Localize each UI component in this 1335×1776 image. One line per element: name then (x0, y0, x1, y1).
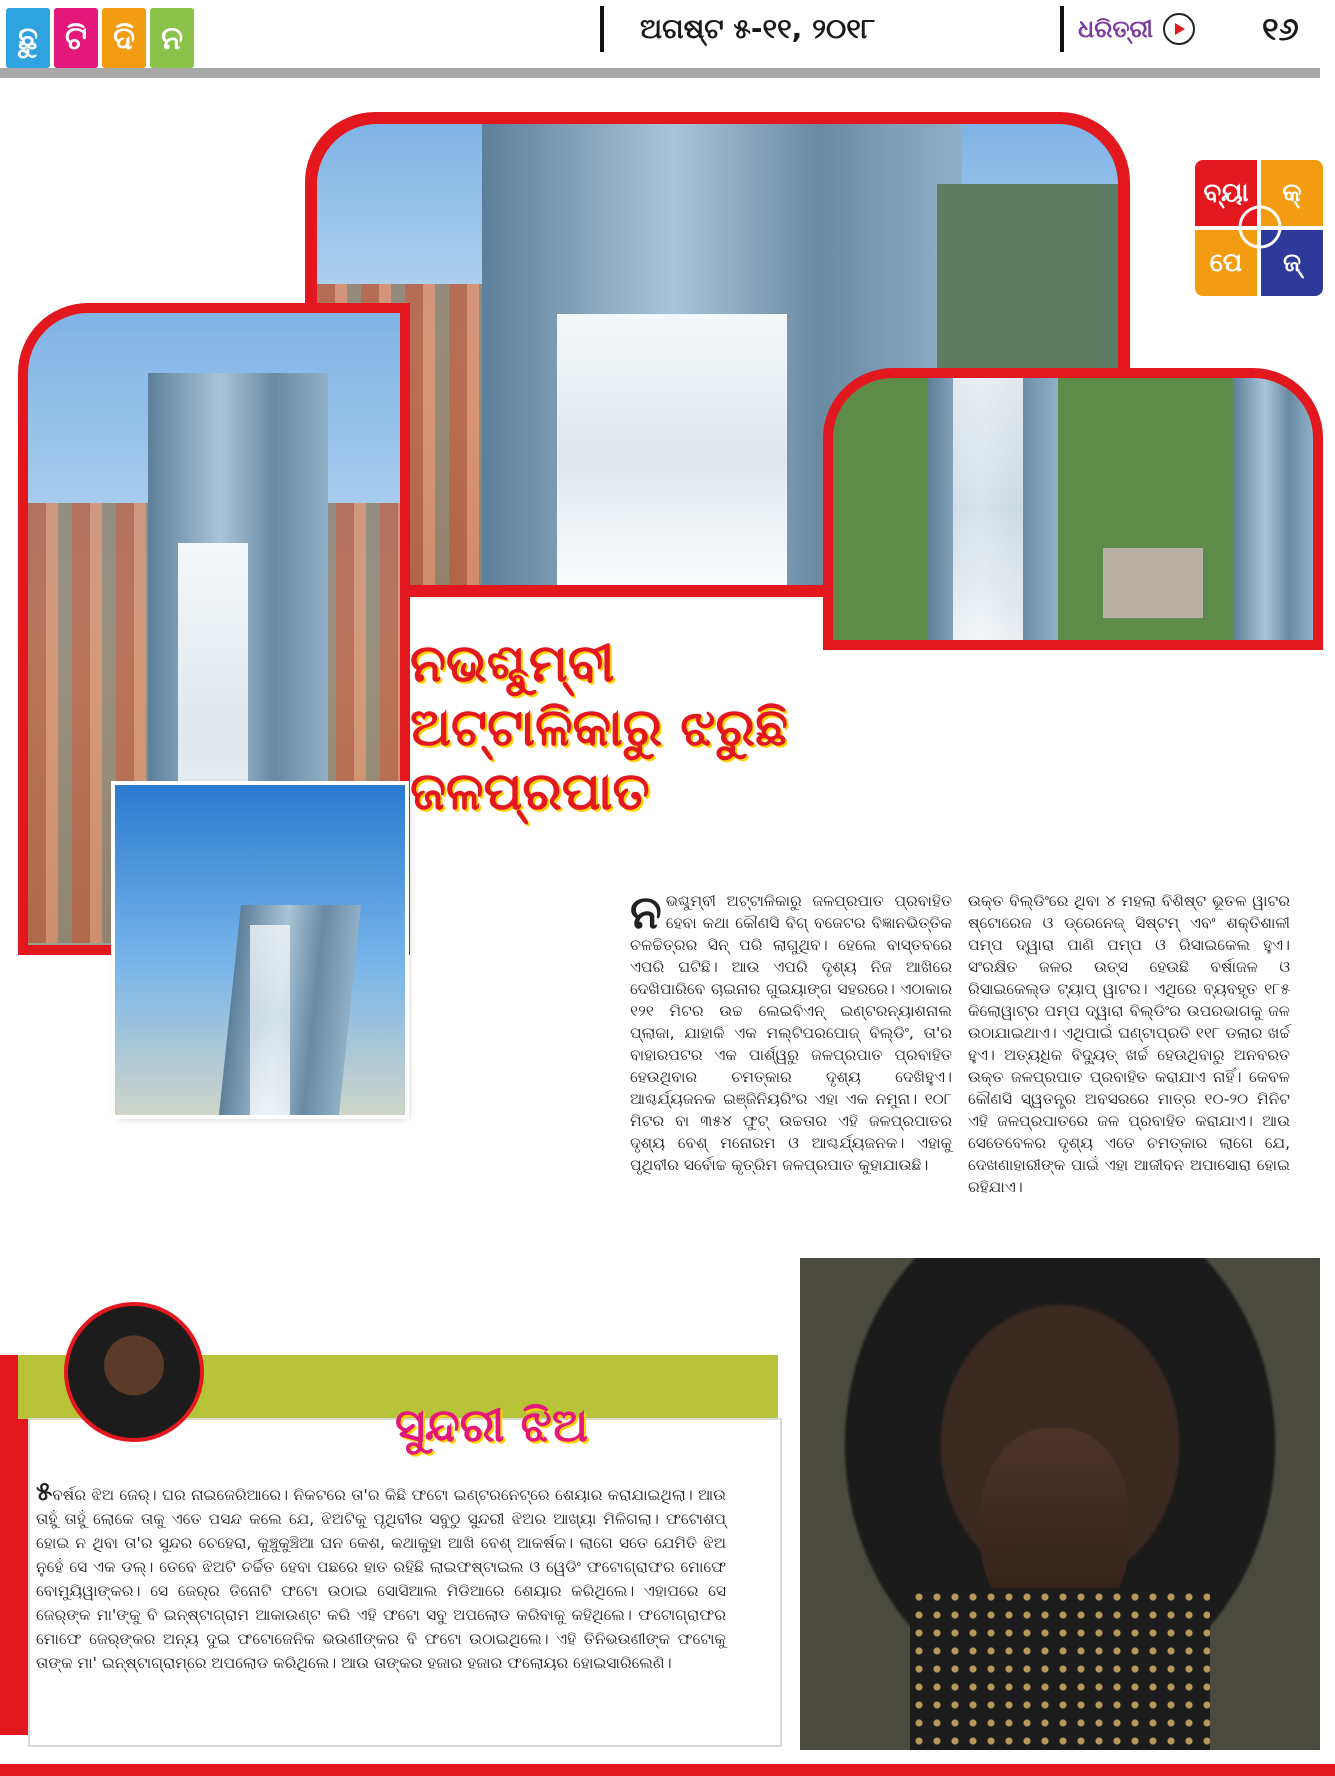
badge-letter: ଜ୍ (1261, 230, 1323, 296)
crosshair-icon (1233, 200, 1287, 254)
brand-name: ଧରିତ୍ରୀ (1078, 15, 1153, 43)
girl-avatar (64, 1302, 204, 1442)
badge-letter: କ୍ (1261, 160, 1323, 226)
story-body: ବର୍ଷର ଝିଅ ଜେର୍। ଘର ନାଇଜେରିଆରେ। ନିକଟରେ ତା'ର କିଛି ଫଟୋ ଇଣ୍ଟରନେଟ୍‌ରେ ଶେୟାର କରାଯାଇଥିଲା। ଆଉ ତାହୁଁ ତାହୁଁ ଲୋକେ ତାକୁ ଏତେ ପସନ୍ଦ କଲେ ଯେ, ଝିଅଟିକୁ ପୃଥିବୀର ସବୁଠୁ ସୁନ୍ଦରୀ ଝିଅର ଆଖ୍ୟା ମିଳିଗଲା। ଫଟୋଶପ୍ ହୋଇ ନ ଥିବା ତା'ର ସୁନ୍ଦର ଚେହେରା, କୁଞ୍ଚୁକୁଞ୍ଚିଆ ଘନ କେଶ, କଥାକୁହା ଆଖି ବେଶ୍ ଆକର୍ଷକ। ଲାଗେ ସତେ ଯେମିତି ଝିଅ ନୁହେଁ ସେ ଏକ ଡଲ୍। ତେବେ ଝିଅଟି ଚର୍ଚ୍ଚିତ ହେବା ପଛରେ ହାତ ରହିଛି ଲାଇଫଷ୍ଟାଇଲ ଓ ୱେଡିଂ ଫଟୋଗ୍ରାଫର ମୋଫେ ବୋମୁୟିୱାଙ୍କର। ସେ ଜେର୍‌ର ତିନୋଟି ଫଟୋ ଉଠାଇ ସୋସିଆଲ ମିଡିଆରେ ଶେୟାର କରିଥିଲେ। ଏହାପରେ ସେ ଜେର୍‌ଙ୍କ ମା'ଙ୍କୁ ବି ଇନ୍‌ଷ୍ଟାଗ୍ରାମ ଆକାଉଣ୍ଟ କରି ଏହି ଫଟୋ ସବୁ ଅପଲୋଡ କରିବାକୁ କହିଥିଲେ। ଫଟୋଗ୍ରାଫର ମୋଫେ ଜେର୍‌ଙ୍କର ଅନ୍ୟ ଦୁଇ ଫଟୋଜେନିକ ଭଉଣୀଙ୍କର ବି ଫଟୋ ଉଠାଇଥିଲେ। ଏହି ତିନିଭଉଣୀଙ୍କ ଫଟୋକୁ ତାଙ୍କ ମା' ଇନ୍‌ଷ୍ଟାଗ୍ରାମ୍‌ରେ ଅପଲୋଡ କରିଥିଲେ। ଆଉ ତାଙ୍କର ହଜାର ହଜାର ଫଲୋୟର ହୋଇସାରିଲେଣି। (36, 1486, 726, 1672)
article-column-1 (630, 885, 952, 1176)
article-text: ଭଶ୍ଚୁମ୍ବୀ ଅଟ୍ଟାଳିକାରୁ ଜଳପ୍ରପାତ ପ୍ରବାହିତ ହେବା କଥା କୌଣସି ବିଗ୍ ବଜେଟର ବିଜ୍ଞାନଭିତ୍ତିକ ଚଳଚ୍ଚିତ୍ରର ସିନ୍ ପରି ଲାଗୁଥିବ। ହେଲେ ବାସ୍ତବରେ ଏପରି ଘଟିଛି। ଆଉ ଏପରି ଦୃଶ୍ୟ ନିଜ ଆଖିରେ ଦେଖିପାରିବେ ଚାଇନାର ଗୁଇୟାଙ୍ଗ ସହରରେ। ଏଠାକାର ୧୨୧ ମିଟର ଉଚ୍ଚ ଲେଇବିଏନ୍ ଇଣ୍ଟରନ୍ୟାଶନାଲ ପ୍ଲାଜା, ଯାହାକି ଏକ ମଲ୍ଟିପରପୋଜ୍ ବିଲ୍ଡିଂ, ତା'ର ବାହାରପଟର ଏକ ପାର୍ଶ୍ୱରୁ ଜଳପ୍ରପାତ ପ୍ରବାହିତ ହେଉଥିବାର ଚମତ୍କାର ଦୃଶ୍ୟ ଦେଖିହୁଏ। ଆଶ୍ଚର୍ଯ୍ୟଜନକ ଇଞ୍ଜିନିୟରିଂର ଏହା ଏକ ନମୁନା। ୧୦୮ ମିଟର ବା ୩୫୪ ଫୁଟ୍ ଉଚ୍ଚତାର ଏହି ଜଳପ୍ରପାତର ଦୃଶ୍ୟ ବେଶ୍ ମନୋରମ ଓ ଆଶ୍ଚର୍ଯ୍ୟଜନକ। ଏହାକୁ ପୃଥିବୀର ସର୍ବୋଚ୍ଚ କୃତ୍ରିମ ଜଳପ୍ରପାତ କୁହାଯାଉଛି। (630, 892, 952, 1174)
headline-line: ଜଳପ୍ରପାତ (410, 762, 650, 822)
masthead-letter: ନ (150, 8, 194, 68)
article-headline (410, 632, 1110, 824)
page-number: ୧୬ (1262, 10, 1299, 48)
badge-letter: ବ୍ୟା (1195, 160, 1257, 226)
masthead-letter: ଟି (54, 8, 98, 68)
issue-date: ଅଗଷ୍ଟ ୫-୧୧, ୨୦୧୮ (600, 6, 876, 52)
back-page-badge (1195, 160, 1325, 300)
article-column-2 (968, 890, 1290, 1198)
girl-portrait-photo (800, 1258, 1320, 1750)
play-icon (1163, 13, 1195, 45)
badge-letter: ପେ (1195, 230, 1257, 296)
footer-bar (0, 1764, 1335, 1776)
masthead-logo (6, 8, 194, 68)
story-text (36, 1477, 726, 1675)
header-divider (0, 68, 1320, 78)
waterfall-photo-ground (115, 785, 405, 1115)
headline-line: ଅଟ୍ଟାଳିକାରୁ ଝରୁଛି (410, 698, 788, 758)
drop-cap: ନ (630, 885, 662, 939)
waterfall-photo-closeup (823, 368, 1323, 650)
headline-line: ନଭଶ୍ଚୁମ୍ବୀ (410, 634, 615, 694)
article-text: ଉକ୍ତ ବିଲ୍ଡିଂରେ ଥିବା ୪ ମହଲା ବିଶିଷ୍ଟ ଭୂତଳ ୱାଟର ଷ୍ଟୋରେଜ ଓ ଡ୍ରେନେଜ୍ ସିଷ୍ଟମ୍ ଏବଂ ଶକ୍ତିଶାଳୀ ପମ୍ପ ଦ୍ୱାରା ପାଣି ପମ୍ପ ଓ ରିସାଇକେଲ ହୁଏ। ସଂରକ୍ଷିତ ଜଳର ଉତ୍ସ ହେଉଛି ବର୍ଷାଜଳ ଓ ରିସାଇକେଲ୍ଡ ଟ୍ୟାପ୍ ୱାଟର। ଏଥିରେ ବ୍ୟବହୃତ ୧୮୫ କିଲୋୱାଟ୍ର ପମ୍ପ ଦ୍ୱାରା ବିଲ୍ଡିଂର ଉପରଭାଗକୁ ଜଳ ଉଠାଯାଇଥାଏ। ଏଥିପାଇଁ ଘଣ୍ଟାପ୍ରତି ୧୧୮ ଡଲାର ଖର୍ଚ୍ଚ ହୁଏ। ଅତ୍ୟଧିକ ବିଦ୍ୟୁତ୍ ଖର୍ଚ୍ଚ ହେଉଥିବାରୁ ଅନବରତ ଉକ୍ତ ଜଳପ୍ରପାତ ପ୍ରବାହିତ କରାଯାଏ ନାହିଁ। କେବଳ କୌଣସି ସ୍ୱତନ୍ତ୍ର ଅବସରରେ ମାତ୍ର ୧୦-୨୦ ମିନିଟ ଏହି ଜଳପ୍ରପାତରେ ଜଳ ପ୍ରବାହିତ କରାଯାଏ। ଆଉ ସେତେବେଳର ଦୃଶ୍ୟ ଏତେ ଚମତ୍କାର ଲାଗେ ଯେ, ଦେଖଣାହାରୀଙ୍କ ପାଇଁ ଏହା ଆଜୀବନ ଅପାସୋରା ହୋଇ ରହିଯାଏ। (968, 892, 1290, 1196)
masthead-letter: ଦି (102, 8, 146, 68)
drop-cap: ୫ (36, 1477, 53, 1507)
brand (1060, 6, 1195, 52)
girl-dress (910, 1588, 1210, 1750)
masthead-letter: ଛୁ (6, 8, 50, 68)
story-title: ସୁନ୍ଦରୀ ଝିଅ (395, 1398, 589, 1452)
